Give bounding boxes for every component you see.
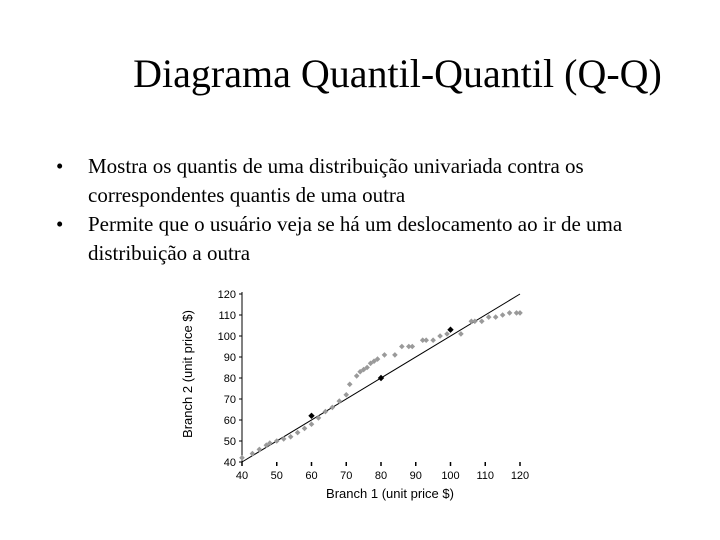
x-tick-label: 60	[305, 470, 318, 482]
data-point	[458, 331, 464, 337]
y-tick-label: 110	[218, 310, 236, 322]
y-tick-label: 90	[223, 352, 236, 364]
bullet-item	[56, 210, 696, 268]
x-tick-label: 100	[441, 470, 460, 482]
x-tick-label: 70	[340, 470, 353, 482]
bullet-text: Permite que o usuário veja se há um deslocamento ao ir de uma distribuição a outra	[88, 212, 623, 265]
data-point	[347, 382, 353, 388]
data-point	[250, 451, 256, 457]
y-tick-label: 50	[223, 436, 236, 448]
highlighted-point	[378, 375, 384, 381]
qq-plot	[178, 284, 538, 506]
data-point	[430, 337, 436, 343]
data-point	[330, 405, 336, 411]
data-point	[517, 310, 523, 316]
data-point	[472, 319, 478, 325]
data-point	[309, 421, 315, 427]
slide-title: Diagrama Quantil-Quantil (Q-Q)	[133, 51, 662, 96]
data-point	[239, 455, 245, 461]
x-tick-label: 120	[510, 470, 530, 482]
x-tick-label: 40	[235, 470, 249, 482]
bullet-text: Mostra os quantis de uma distribuição univariada contra os correspondentes quantis de uma outra	[88, 154, 584, 207]
data-point	[409, 344, 415, 350]
x-tick-label: 50	[270, 470, 283, 482]
data-point	[281, 436, 287, 442]
bullet-dot: •	[56, 212, 64, 236]
data-point	[382, 352, 388, 358]
x-axis-label: Branch 1 (unit price $)	[326, 486, 454, 501]
data-point	[444, 331, 450, 337]
plot-marks	[218, 289, 530, 482]
data-point	[423, 337, 429, 343]
data-point	[274, 438, 280, 444]
data-point	[323, 409, 329, 415]
y-tick-label: 40	[223, 457, 236, 469]
highlighted-point	[447, 327, 453, 333]
x-tick-label: 80	[374, 470, 388, 482]
data-point	[337, 398, 343, 404]
data-point	[288, 434, 294, 440]
y-tick-label: 120	[217, 289, 236, 301]
bullet-dot: •	[56, 154, 64, 178]
data-point	[302, 426, 308, 432]
y-tick-label: 60	[223, 415, 236, 427]
x-tick-label: 90	[409, 470, 422, 482]
data-point	[507, 310, 513, 316]
data-point	[500, 312, 506, 318]
data-point	[493, 314, 499, 320]
data-point	[437, 333, 443, 339]
y-tick-label: 100	[217, 331, 236, 343]
data-point	[295, 430, 301, 436]
data-point	[399, 344, 405, 350]
data-point	[316, 415, 322, 421]
data-point	[479, 319, 485, 325]
data-point	[343, 392, 349, 398]
highlighted-point	[308, 413, 314, 419]
bullet-list	[56, 152, 696, 268]
data-point	[354, 373, 360, 379]
y-tick-label: 70	[223, 394, 236, 406]
data-point	[392, 352, 398, 358]
y-axis-label: Branch 2 (unit price $)	[180, 310, 195, 438]
data-point	[257, 447, 263, 453]
data-point	[486, 314, 492, 320]
x-tick-label: 110	[476, 470, 495, 482]
bullet-item	[56, 152, 696, 210]
y-tick-label: 80	[223, 373, 236, 385]
